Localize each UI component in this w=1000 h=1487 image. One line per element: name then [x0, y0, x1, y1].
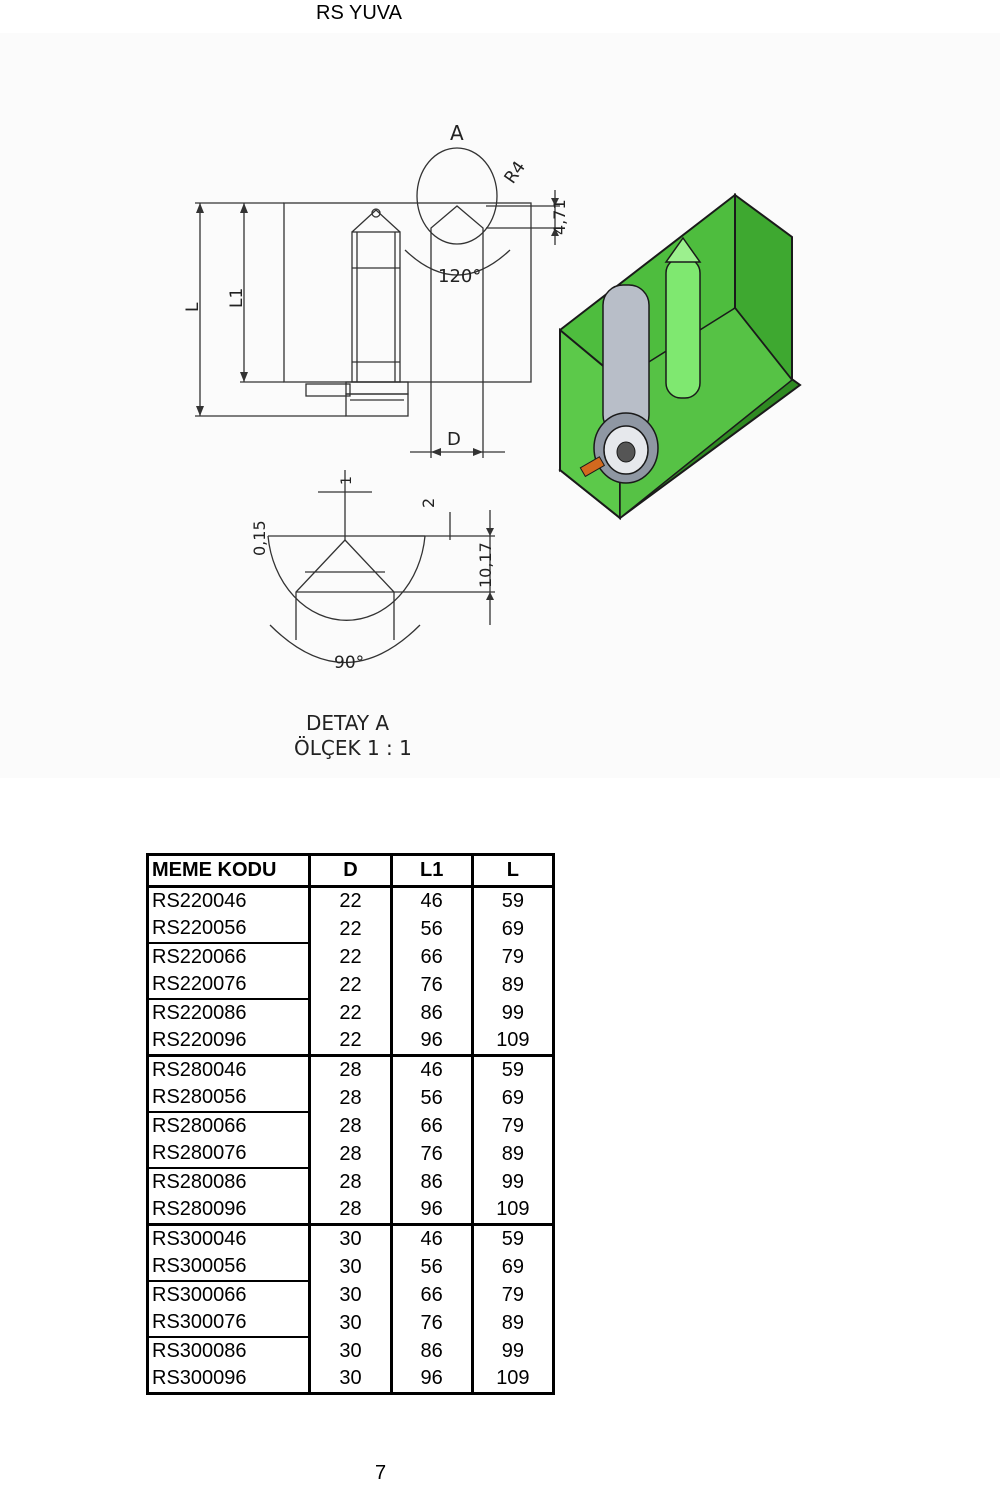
table-header-row [148, 855, 554, 887]
dimension-cell: 79 [472, 943, 553, 971]
dimension-cell: 86 [391, 1168, 472, 1196]
dimension-cell: 22 [310, 887, 391, 916]
table-row [148, 1056, 554, 1085]
radius-label: R4 [500, 157, 530, 188]
dimension-cell: 66 [391, 1281, 472, 1309]
table-row [148, 1253, 554, 1281]
table-row [148, 1196, 554, 1225]
diameter-label: D [447, 429, 461, 450]
dimension-cell: 46 [391, 1056, 472, 1085]
dimension-cell: 28 [310, 1140, 391, 1168]
detail-arc [268, 536, 425, 620]
nozzle-code-cell: RS300096 [148, 1365, 310, 1394]
dimension-cell: 109 [472, 1196, 553, 1225]
dimension-cell: 109 [472, 1027, 553, 1056]
table-row [148, 999, 554, 1027]
dimension-cell: 69 [472, 1084, 553, 1112]
detail-angle-label: 90° [334, 653, 365, 673]
dimension-cell: 30 [310, 1281, 391, 1309]
nozzle-code-cell: RS280096 [148, 1196, 310, 1225]
detail-marker-label: A [450, 121, 464, 145]
nozzle-code-cell: RS300076 [148, 1309, 310, 1337]
dimension-cell: 89 [472, 971, 553, 999]
front-view-outline [284, 203, 531, 382]
table-row [148, 1084, 554, 1112]
table-row [148, 915, 554, 943]
dimension-cell: 76 [391, 1309, 472, 1337]
dimension-cell: 89 [472, 1140, 553, 1168]
nozzle-code-cell: RS220076 [148, 971, 310, 999]
nozzle-code-cell: RS300086 [148, 1337, 310, 1365]
table-row [148, 1168, 554, 1196]
nozzle-code-cell: RS280076 [148, 1140, 310, 1168]
dimension-cell: 56 [391, 1084, 472, 1112]
dimension-cell: 96 [391, 1027, 472, 1056]
small-dim-1-label: 1 [339, 476, 355, 485]
detail-circle [417, 148, 497, 244]
nozzle-code-cell: RS220046 [148, 887, 310, 916]
nozzle-code-cell: RS300056 [148, 1253, 310, 1281]
dimension-cell: 22 [310, 999, 391, 1027]
dimension-cell: 79 [472, 1281, 553, 1309]
dimension-cell: 22 [310, 943, 391, 971]
table-row [148, 943, 554, 971]
dimension-cell: 69 [472, 1253, 553, 1281]
dimension-cell: 66 [391, 1112, 472, 1140]
table-row [148, 1309, 554, 1337]
dimension-cell: 59 [472, 1225, 553, 1254]
dimension-cell: 30 [310, 1337, 391, 1365]
dimension-cell: 56 [391, 915, 472, 943]
nozzle-body [352, 232, 400, 382]
dimension-cell: 66 [391, 943, 472, 971]
dimension-cell: 46 [391, 887, 472, 916]
table-row [148, 1112, 554, 1140]
column-header: D [310, 855, 391, 887]
dimension-cell: 59 [472, 887, 553, 916]
dimension-cell: 22 [310, 915, 391, 943]
inner-length-label: L1 [227, 287, 247, 308]
detail-title: DETAY A [306, 711, 390, 735]
table-row [148, 971, 554, 999]
dimension-cell: 28 [310, 1112, 391, 1140]
page-title: RS YUVA [316, 2, 402, 24]
table-body [148, 887, 554, 1394]
dimension-cell: 30 [310, 1309, 391, 1337]
column-header: L [472, 855, 553, 887]
table-row [148, 1281, 554, 1309]
technical-drawing [0, 33, 1000, 778]
dimension-cell: 28 [310, 1056, 391, 1085]
nozzle-code-cell: RS300066 [148, 1281, 310, 1309]
dimension-cell: 22 [310, 971, 391, 999]
tip-height-label: 4,71 [550, 199, 569, 235]
cone-angle-label: 120° [438, 266, 482, 287]
dimension-cell: 89 [472, 1309, 553, 1337]
dimension-cell: 99 [472, 1168, 553, 1196]
detail-height-label: 10,17 [476, 542, 495, 588]
column-header: MEME KODU [148, 855, 310, 887]
table-row [148, 887, 554, 916]
dimension-cell: 79 [472, 1112, 553, 1140]
dimension-cell: 76 [391, 971, 472, 999]
dimension-cell: 109 [472, 1365, 553, 1394]
offset-label: 0,15 [250, 520, 269, 556]
table-row [148, 1365, 554, 1394]
cavity-outline [431, 206, 483, 382]
nozzle-code-cell: RS220096 [148, 1027, 310, 1056]
dimension-cell: 99 [472, 1337, 553, 1365]
table-row [148, 1225, 554, 1254]
dimension-cell: 56 [391, 1253, 472, 1281]
table-row [148, 1337, 554, 1365]
dimension-cell: 96 [391, 1365, 472, 1394]
dimension-cell: 22 [310, 1027, 391, 1056]
dimension-cell: 99 [472, 999, 553, 1027]
nozzle-code-cell: RS300046 [148, 1225, 310, 1254]
dimension-cell: 76 [391, 1140, 472, 1168]
nozzle-code-cell: RS220066 [148, 943, 310, 971]
table-row [148, 1027, 554, 1056]
dimension-cell: 28 [310, 1168, 391, 1196]
dimension-cell: 59 [472, 1056, 553, 1085]
small-dim-2-label: 2 [419, 497, 438, 508]
dimension-cell: 96 [391, 1196, 472, 1225]
detail-scale: ÖLÇEK 1 : 1 [294, 736, 412, 760]
dimension-cell: 30 [310, 1225, 391, 1254]
nozzle-spec-table [146, 853, 555, 1395]
table-row [148, 1140, 554, 1168]
column-header: L1 [391, 855, 472, 887]
dimension-cell: 86 [391, 999, 472, 1027]
overall-length-label: L [183, 302, 203, 312]
page-number: 7 [375, 1462, 387, 1484]
dimension-cell: 28 [310, 1084, 391, 1112]
dimension-cell: 69 [472, 915, 553, 943]
nozzle-code-cell: RS280066 [148, 1112, 310, 1140]
dimension-cell: 30 [310, 1365, 391, 1394]
nozzle-code-cell: RS220056 [148, 915, 310, 943]
nozzle-code-cell: RS280056 [148, 1084, 310, 1112]
nozzle-code-cell: RS280086 [148, 1168, 310, 1196]
dimension-cell: 46 [391, 1225, 472, 1254]
dimension-cell: 86 [391, 1337, 472, 1365]
drawing-canvas [0, 33, 1000, 778]
isometric-block [560, 195, 800, 518]
dimension-cell: 28 [310, 1196, 391, 1225]
nozzle-code-cell: RS280046 [148, 1056, 310, 1085]
nozzle-code-cell: RS220086 [148, 999, 310, 1027]
dimension-cell: 30 [310, 1253, 391, 1281]
